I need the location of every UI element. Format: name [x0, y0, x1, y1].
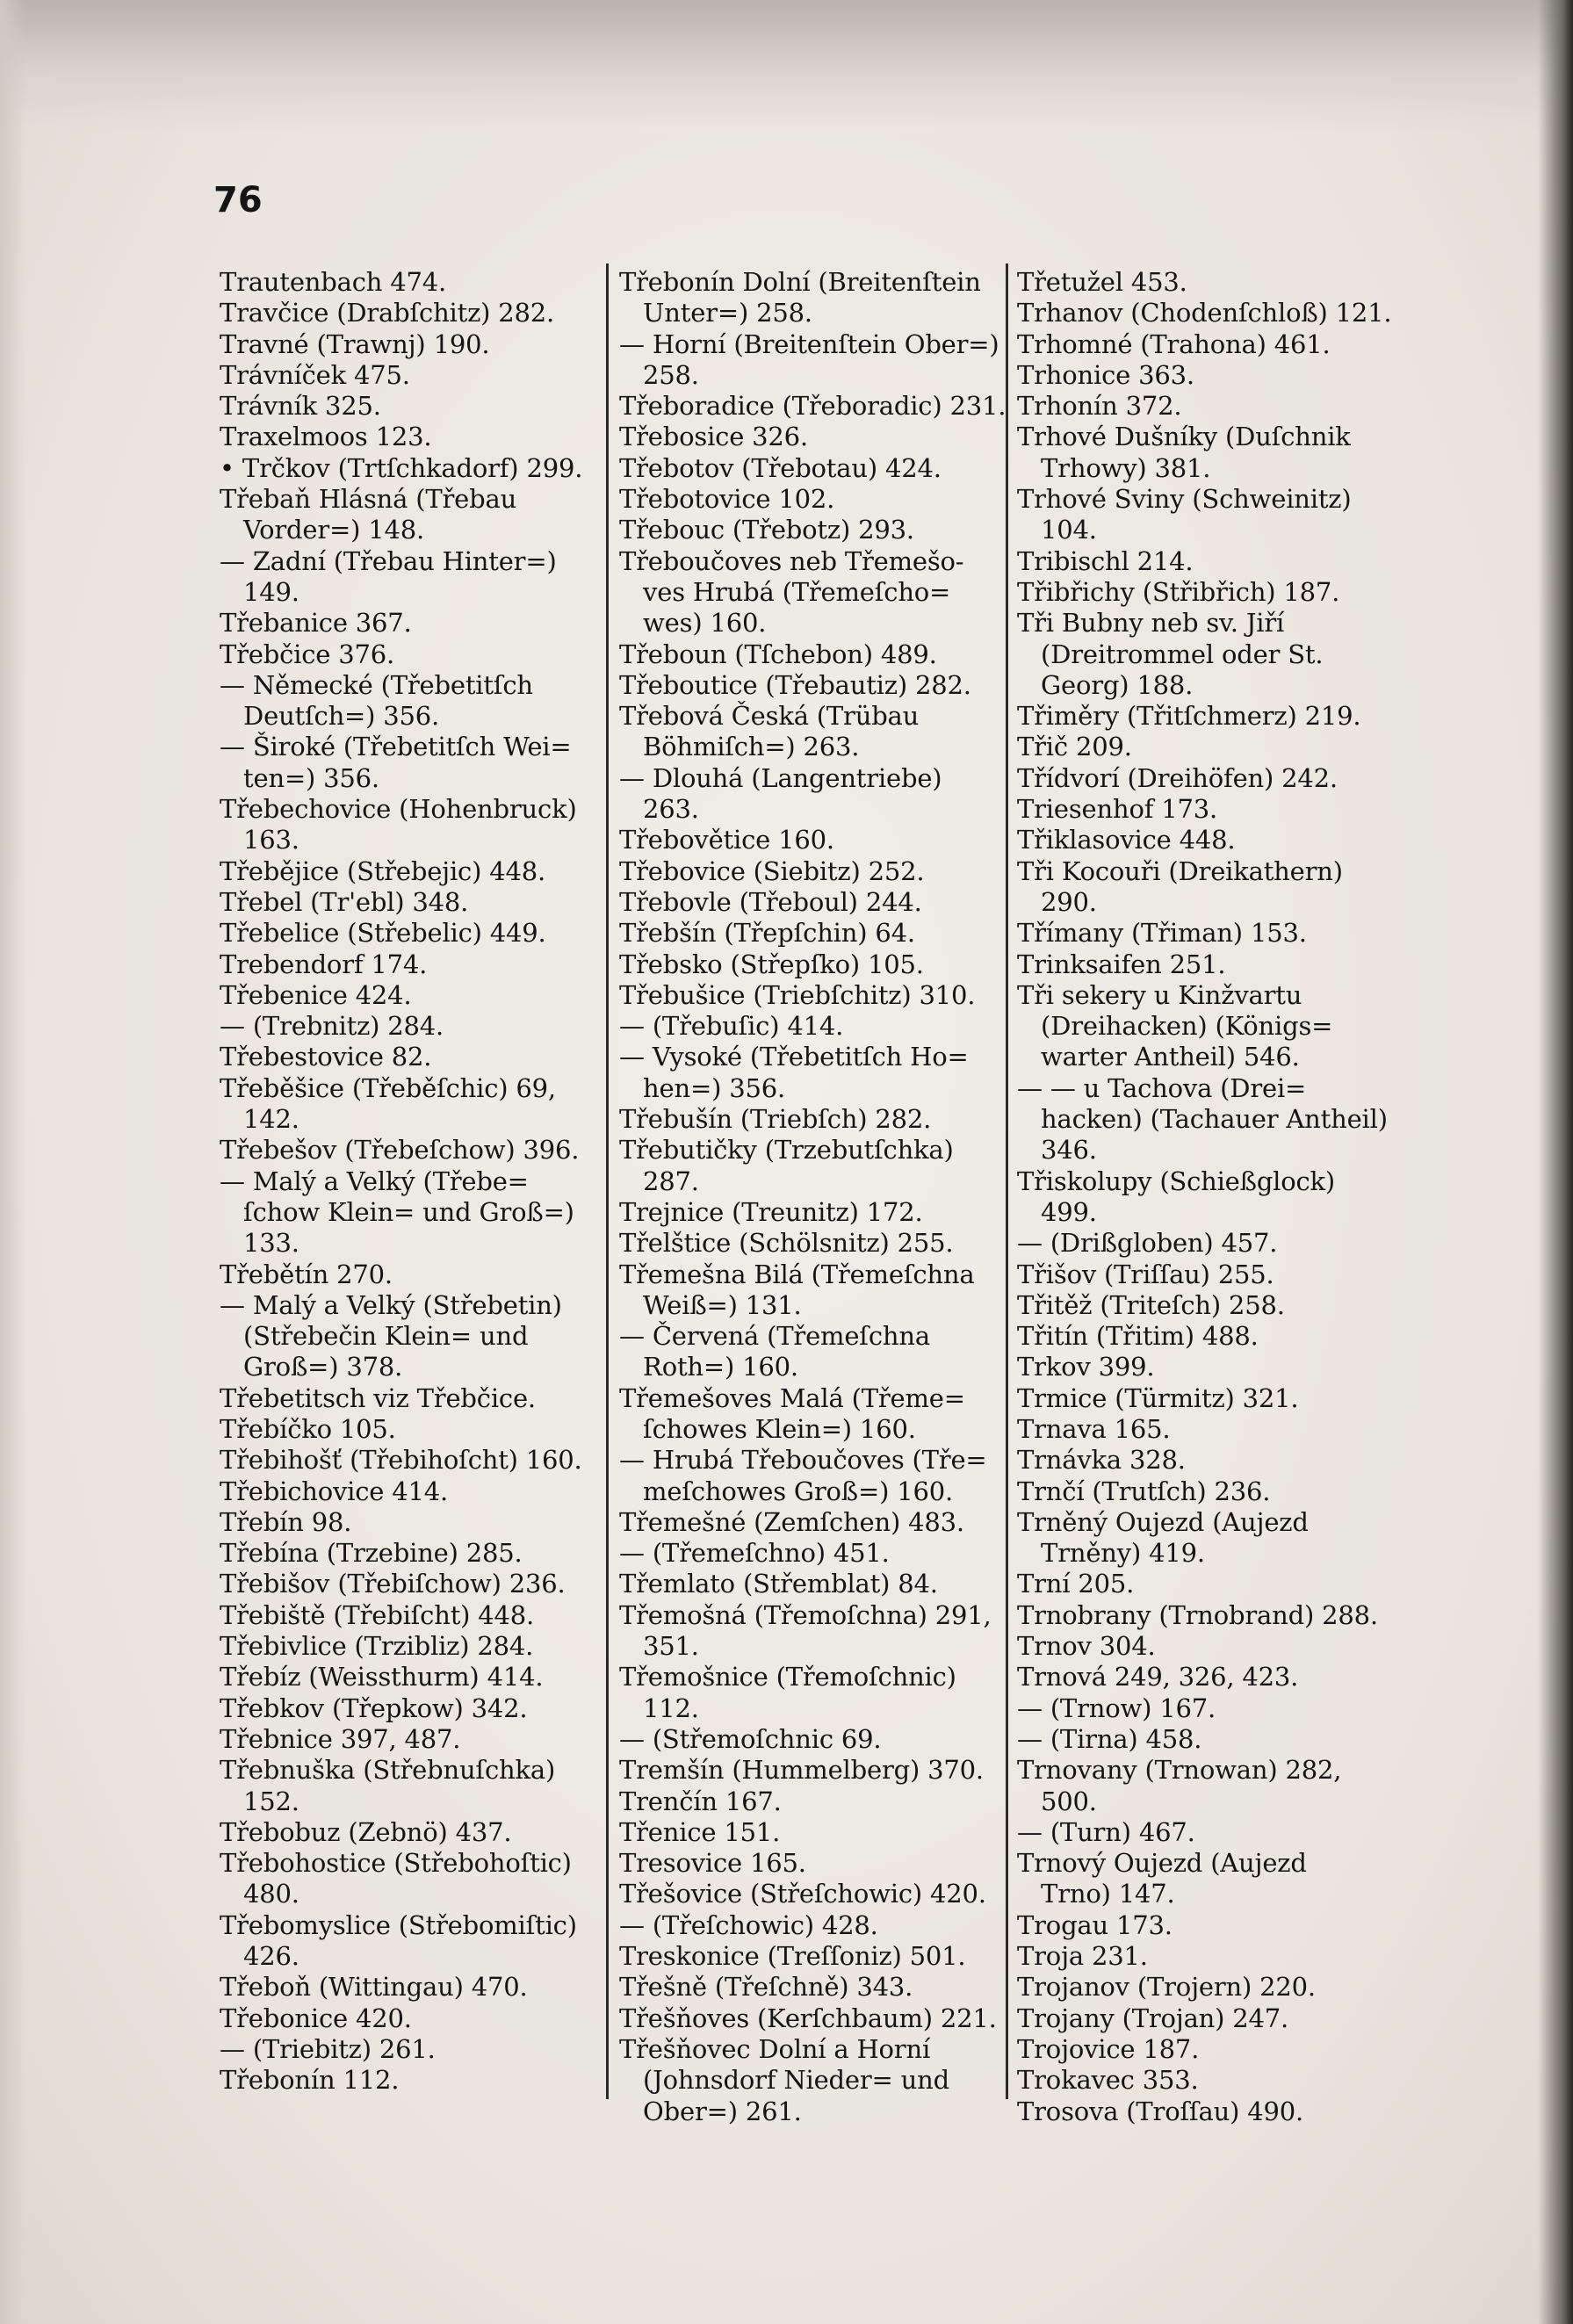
index-entry: Třebechovice (Hohenbruck) — [220, 794, 577, 825]
index-entry: Trosova (Troſſau) 490. — [1017, 2096, 1304, 2126]
index-entry: Travné (Trawnj) 190. — [220, 328, 490, 359]
index-entry: Vorder=) 148. — [220, 515, 425, 545]
index-entry: Třebenice 424. — [220, 979, 412, 1010]
index-entry: Trkov 399. — [1017, 1352, 1155, 1382]
index-entry: (Střebečin Klein= und — [220, 1321, 529, 1352]
index-entry: Roth=) 160. — [619, 1352, 798, 1382]
index-entry: — Široké (Třebetitſch Wei= — [220, 732, 572, 762]
index-entry: Třebešov (Třebeſchow) 396. — [220, 1135, 580, 1166]
index-entry: Třebonice 420. — [220, 2003, 412, 2033]
index-entry: Trní 205. — [1017, 1569, 1135, 1599]
index-entry: 290. — [1017, 886, 1097, 917]
index-entry: — (Trebnitz) 284. — [220, 1011, 444, 1042]
index-entry: Trautenbach 474. — [220, 267, 447, 297]
index-entry: Tři Bubny neb sv. Jiří — [1017, 608, 1285, 639]
index-entry: Trogau 173. — [1017, 1909, 1173, 1940]
index-entry: Trněny) 419. — [1017, 1538, 1205, 1569]
index-entry: warter Antheil) 546. — [1017, 1042, 1300, 1072]
index-entry: Trno) 147. — [1017, 1879, 1175, 1909]
index-entry: ves Hrubá (Třemeſcho= — [619, 576, 951, 607]
index-entry: Trnový Oujezd (Aujezd — [1017, 1848, 1307, 1879]
index-entry: Travčice (Drabſchitz) 282. — [220, 298, 555, 328]
index-entry: Třešně (Třeſchně) 343. — [619, 1972, 913, 2003]
index-entry: Třitěž (Triteſch) 258. — [1017, 1289, 1285, 1320]
index-entry: Třebonín Dolní (Breitenſtein — [619, 267, 981, 297]
index-entry: Třetužel 453. — [1017, 267, 1187, 297]
index-entry: Třišov (Triſſau) 255. — [1017, 1259, 1274, 1289]
index-entry: Třemešna Bilá (Třemeſchna — [619, 1259, 975, 1289]
index-entry: Ober=) 261. — [619, 2096, 802, 2126]
index-entry: Třebutičky (Trzebutſchka) — [619, 1135, 954, 1166]
index-entry: 258. — [619, 359, 699, 390]
index-entry: Třebivlice (Trzibliz) 284. — [220, 1631, 534, 1662]
index-entry: Trhonín 372. — [1017, 391, 1182, 422]
index-entry: Třebšín (Třepſchin) 64. — [619, 918, 915, 949]
index-entry: (Dreihacken) (Königs= — [1017, 1011, 1333, 1042]
index-entry: — (Třemeſchno) 451. — [619, 1538, 890, 1569]
page-left-shadow — [0, 0, 26, 2324]
index-entry: Třebel (Tr'ebl) 348. — [220, 886, 469, 917]
index-entry: Třebosice 326. — [619, 422, 808, 452]
index-entry: Třebelice (Střebelic) 449. — [220, 918, 546, 949]
index-entry: — (Třeſchowic) 428. — [619, 1909, 878, 1940]
index-entry: — Horní (Breitenſtein Ober=) — [619, 328, 999, 359]
index-entry: Trnová 249, 326, 423. — [1017, 1662, 1299, 1692]
index-entry: Třebíčko 105. — [220, 1413, 396, 1444]
index-entry: Třiměry (Třitſchmerz) 219. — [1017, 701, 1361, 732]
index-entry: — (Drißgloben) 457. — [1017, 1228, 1278, 1259]
index-entry: Třídvorí (Dreihöfen) 242. — [1017, 762, 1338, 793]
index-entry: Trhonice 363. — [1017, 359, 1194, 390]
index-entry: Třebětín 270. — [220, 1259, 393, 1289]
index-entry: Třebová Česká (Trübau — [619, 701, 920, 732]
index-entry: Trhowy) 381. — [1017, 452, 1211, 483]
index-entry: 133. — [220, 1228, 299, 1259]
index-entry: 142. — [220, 1104, 299, 1135]
index-entry: Třibřichy (Střibřich) 187. — [1017, 576, 1340, 607]
index-entry: 346. — [1017, 1135, 1097, 1166]
index-entry: ſchow Klein= und Groß=) — [220, 1196, 574, 1227]
index-entry: Třeběšice (Třeběſchic) 69, — [220, 1072, 556, 1103]
index-entry: Groß=) 378. — [220, 1352, 403, 1382]
index-entry: Trávníček 475. — [220, 359, 410, 390]
index-entry: — Malý a Velký (Střebetin) — [220, 1289, 562, 1320]
index-entry: Třebsko (Střepſko) 105. — [619, 949, 924, 979]
index-entry: Třebichovice 414. — [220, 1476, 449, 1506]
index-entry: 287. — [619, 1166, 699, 1196]
index-entry: Trejnice (Treunitz) 172. — [619, 1196, 923, 1227]
index-entry: hacken) (Tachauer Antheil) — [1017, 1104, 1388, 1135]
index-entry: Třebušice (Triebſchitz) 310. — [619, 979, 976, 1010]
index-entry: Třebišov (Třebiſchow) 236. — [220, 1569, 566, 1599]
index-entry: Troja 231. — [1017, 1941, 1148, 1972]
index-entry: Trnov 304. — [1017, 1631, 1156, 1662]
index-entry: 112. — [619, 1692, 699, 1723]
index-entry: — (Trnow) 167. — [1017, 1692, 1216, 1723]
index-entry: 351. — [619, 1631, 699, 1662]
index-entry: Třitín (Třitim) 488. — [1017, 1321, 1259, 1352]
index-entry: Třiklasovice 448. — [1017, 825, 1236, 855]
index-entry: Trnovany (Trnowan) 282, — [1017, 1755, 1342, 1786]
index-entry: Trmice (Türmitz) 321. — [1017, 1382, 1299, 1413]
index-entry: Trojovice 187. — [1017, 2033, 1200, 2064]
index-entry: Trněný Oujezd (Aujezd — [1017, 1506, 1309, 1537]
index-entry: Třebohostice (Střebohoſtic) — [220, 1848, 572, 1879]
index-entry: ſchowes Klein=) 160. — [619, 1413, 916, 1444]
index-entry: Třebetitsch viz Třebčice. — [220, 1382, 536, 1413]
index-entry: 104. — [1017, 515, 1097, 545]
index-entry: Třeboradice (Třeboradic) 231. — [619, 391, 1007, 422]
index-entry: Třebějice (Střebejic) 448. — [220, 855, 545, 886]
index-entry: Třemešoves Malá (Třeme= — [619, 1382, 965, 1413]
index-entry: Trhomné (Trahona) 461. — [1017, 328, 1331, 359]
index-entry: 152. — [220, 1786, 299, 1816]
index-entry: Třebkov (Třepkow) 342. — [220, 1692, 528, 1723]
index-entry: Tribischl 214. — [1017, 545, 1194, 576]
index-entry: — (Třebuſic) 414. — [619, 1011, 844, 1042]
index-entry: Třešňoves (Kerſchbaum) 221. — [619, 2003, 997, 2033]
index-entry: Třebotov (Třebotau) 424. — [619, 452, 942, 483]
index-entry: Třemešné (Zemſchen) 483. — [619, 1506, 964, 1537]
index-entry: 263. — [619, 794, 699, 825]
index-column-3 — [1017, 267, 1392, 2127]
index-entry: Tři Kocouři (Dreikathern) — [1017, 855, 1343, 886]
index-entry: 149. — [220, 576, 299, 607]
index-entry: — Červená (Třemeſchna — [619, 1321, 930, 1352]
index-entry: Trebendorf 174. — [220, 949, 428, 979]
index-entry: Třebanice 367. — [220, 608, 412, 639]
index-entry: (Dreitrommel oder St. — [1017, 639, 1324, 669]
index-entry: Třebonín 112. — [220, 2065, 400, 2096]
index-entry: — Vysoké (Třebetitſch Ho= — [619, 1042, 969, 1072]
index-entry: Triesenhof 173. — [1017, 794, 1218, 825]
index-entry: Trhové Dušníky (Duſchnik — [1017, 422, 1351, 452]
index-entry: Třebestovice 82. — [220, 1042, 432, 1072]
index-entry: 426. — [220, 1941, 299, 1972]
index-entry: Trenčín 167. — [619, 1786, 782, 1816]
index-entry: Trávník 325. — [220, 391, 381, 422]
index-entry: meſchowes Groß=) 160. — [619, 1476, 953, 1506]
index-entry: Třebín 98. — [220, 1506, 352, 1537]
index-entry: Třešovice (Střeſchowic) 420. — [619, 1879, 986, 1909]
index-entry: Třiskolupy (Schießglock) — [1017, 1166, 1336, 1196]
index-entry: Tremšín (Hummelberg) 370. — [619, 1755, 984, 1786]
index-entry: 163. — [220, 825, 299, 855]
index-entry: Weiß=) 131. — [619, 1289, 802, 1320]
index-entry: Třebobuz (Zebnö) 437. — [220, 1816, 512, 1847]
index-entry: Třebovětice 160. — [619, 825, 834, 855]
index-entry: Treskonice (Treſſoniz) 501. — [619, 1941, 966, 1972]
index-entry: Třebíz (Weissthurm) 414. — [220, 1662, 544, 1692]
index-entry: 500. — [1017, 1786, 1097, 1816]
index-entry: Trnava 165. — [1017, 1413, 1171, 1444]
index-entry: — (Turn) 467. — [1017, 1816, 1195, 1847]
index-entry: Třeboun (Tſchebon) 489. — [619, 639, 937, 669]
index-entry: ten=) 356. — [220, 762, 379, 793]
index-entry: Trnčí (Trutſch) 236. — [1017, 1476, 1271, 1506]
index-entry: Třebiště (Třebiſcht) 448. — [220, 1599, 535, 1630]
index-entry: Trojanov (Trojern) 220. — [1017, 1972, 1316, 2003]
index-entry: Trhové Sviny (Schweinitz) — [1017, 484, 1352, 515]
index-entry: (Johnsdorf Nieder= und — [619, 2065, 949, 2096]
index-entry: Třemlato (Střemblat) 84. — [619, 1569, 938, 1599]
index-entry: — (Střemoſchnic 69. — [619, 1723, 882, 1754]
index-entry: Třeboučoves neb Třemešo- — [619, 545, 964, 576]
index-entry: Třebína (Trzebine) 285. — [220, 1538, 523, 1569]
index-entry: — Hrubá Třeboučoves (Tře= — [619, 1445, 987, 1476]
page-number: 76 — [213, 180, 263, 220]
index-entry: Třebnuška (Střebnuſchka) — [220, 1755, 556, 1786]
index-entry: wes) 160. — [619, 608, 767, 639]
index-entry: • Trčkov (Trtſchkadorf) 299. — [220, 452, 583, 483]
index-column-2 — [619, 267, 1007, 2127]
index-entry: — — u Tachova (Drei= — [1017, 1072, 1307, 1103]
index-entry: — Malý a Velký (Třebe= — [220, 1166, 529, 1196]
index-entry: Unter=) 258. — [619, 298, 812, 328]
index-entry: Třebomyslice (Střebomiſtic) — [220, 1909, 577, 1940]
index-entry: Trojany (Trojan) 247. — [1017, 2003, 1289, 2033]
index-entry: Georg) 188. — [1017, 669, 1194, 700]
index-entry: Třebovice (Siebitz) 252. — [619, 855, 925, 886]
index-entry: Třebčice 376. — [220, 639, 395, 669]
index-entry: Třeboň (Wittingau) 470. — [220, 1972, 528, 2003]
index-entry: Třešňovec Dolní a Horní — [619, 2033, 931, 2064]
column-divider-1 — [606, 263, 609, 2099]
index-entry: Třebovle (Třeboul) 244. — [619, 886, 922, 917]
index-entry: Třič 209. — [1017, 732, 1132, 762]
index-entry: — Zadní (Třebau Hinter=) — [220, 545, 557, 576]
index-entry: 499. — [1017, 1196, 1097, 1227]
index-entry: Trnávka 328. — [1017, 1445, 1186, 1476]
index-entry: — Německé (Třebetitſch — [220, 669, 533, 700]
index-entry: Třenice 151. — [619, 1816, 781, 1847]
index-entry: Traxelmoos 123. — [220, 422, 432, 452]
index-entry: — (Tirna) 458. — [1017, 1723, 1202, 1754]
index-entry: Třebnice 397, 487. — [220, 1723, 461, 1754]
index-entry: Třebaň Hlásná (Třebau — [220, 484, 517, 515]
index-entry: Třebihošť (Třebihoſcht) 160. — [220, 1445, 582, 1476]
index-entry: — Dlouhá (Langentriebe) — [619, 762, 942, 793]
index-entry: Tresovice 165. — [619, 1848, 806, 1879]
index-entry: 480. — [220, 1879, 299, 1909]
index-entry: Trinksaifen 251. — [1017, 949, 1226, 979]
index-entry: Třebouc (Třebotz) 293. — [619, 515, 914, 545]
index-entry: Třemošnice (Třemoſchnic) — [619, 1662, 956, 1692]
index-entry: — (Triebitz) 261. — [220, 2033, 436, 2064]
index-entry: Trnobrany (Trnobrand) 288. — [1017, 1599, 1378, 1630]
index-entry: Tři sekery u Kinžvartu — [1017, 979, 1302, 1010]
index-entry: Třebušín (Triebſch) 282. — [619, 1104, 932, 1135]
index-entry: Böhmiſch=) 263. — [619, 732, 860, 762]
index-column-1 — [220, 267, 597, 2097]
page-binding-shadow — [1538, 0, 1573, 2324]
index-entry: hen=) 356. — [619, 1072, 785, 1103]
index-entry: Trhanov (Chodenſchloß) 121. — [1017, 298, 1392, 328]
index-entry: Deutſch=) 356. — [220, 701, 440, 732]
index-entry: Třímany (Třiman) 153. — [1017, 918, 1307, 949]
index-entry: Třeboutice (Třebautiz) 282. — [619, 669, 971, 700]
index-entry: Třelštice (Schölsnitz) 255. — [619, 1228, 954, 1259]
index-entry: Třebotovice 102. — [619, 484, 835, 515]
column-divider-2 — [1006, 263, 1008, 2099]
page-top-shadow — [0, 0, 1573, 132]
index-entry: Třemošná (Třemoſchna) 291, — [619, 1599, 992, 1630]
index-entry: Trokavec 353. — [1017, 2065, 1199, 2096]
